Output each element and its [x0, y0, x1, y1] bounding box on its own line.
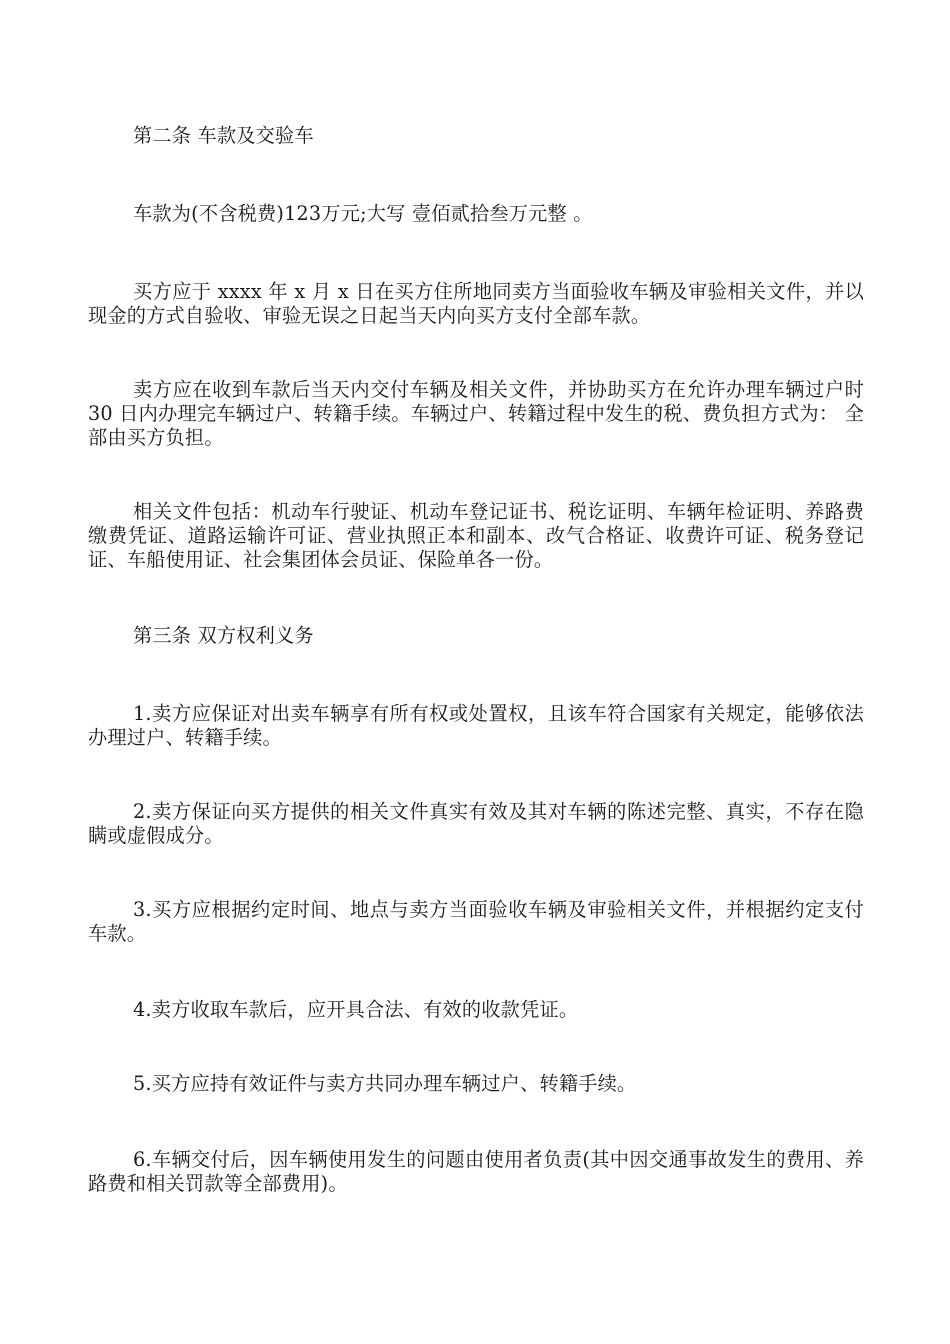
inspection-paragraph: 买方应于 xxxx 年 x 月 x 日在买方住所地同卖方当面验收车辆及审验相关文件，并以现金的方式自验收、审验无误之日起当天内向买方支付全部车款。: [88, 280, 864, 327]
documents-paragraph: 相关文件包括：机动车行驶证、机动车登记证书、税讫证明、车辆年检证明、养路费缴费凭证、道路运输许可证、营业执照正本和副本、改气合格证、收费许可证、税务登记证、车船使用证、社会集团体会员证、保险单各一份。: [88, 500, 864, 571]
document-page: [88, 0, 864, 1344]
clause-5: 5.买方应持有效证件与卖方共同办理车辆过户、转籍手续。: [133, 1072, 637, 1095]
clause-6: 6.车辆交付后，因车辆使用发生的问题由使用者负责(其中因交通事故发生的费用、养路费和相关罚款等全部费用)。: [88, 1148, 864, 1195]
delivery-paragraph: 卖方应在收到车款后当天内交付车辆及相关文件，并协助买方在允许办理车辆过户时 30 日内办理完车辆过户、转籍手续。车辆过户、转籍过程中发生的税、费负担方式为： 全部由买方负担。: [88, 378, 864, 449]
clause-1: 1.卖方应保证对出卖车辆享有所有权或处置权，且该车符合国家有关规定，能够依法办理过户、转籍手续。: [88, 702, 864, 749]
clause-3: 3.买方应根据约定时间、地点与卖方当面验收车辆及审验相关文件，并根据约定支付车款。: [88, 898, 864, 945]
clause-4: 4.卖方收取车款后，应开具合法、有效的收款凭证。: [133, 998, 579, 1021]
price-paragraph: 车款为(不含税费)123万元;大写 壹佰贰拾叁万元整 。: [133, 202, 593, 225]
article-3-heading: 第三条 双方权利义务: [133, 624, 314, 647]
clause-2: 2.卖方保证向买方提供的相关文件真实有效及其对车辆的陈述完整、真实，不存在隐瞒或虚假成分。: [88, 800, 864, 847]
article-2-heading: 第二条 车款及交验车: [133, 124, 314, 147]
